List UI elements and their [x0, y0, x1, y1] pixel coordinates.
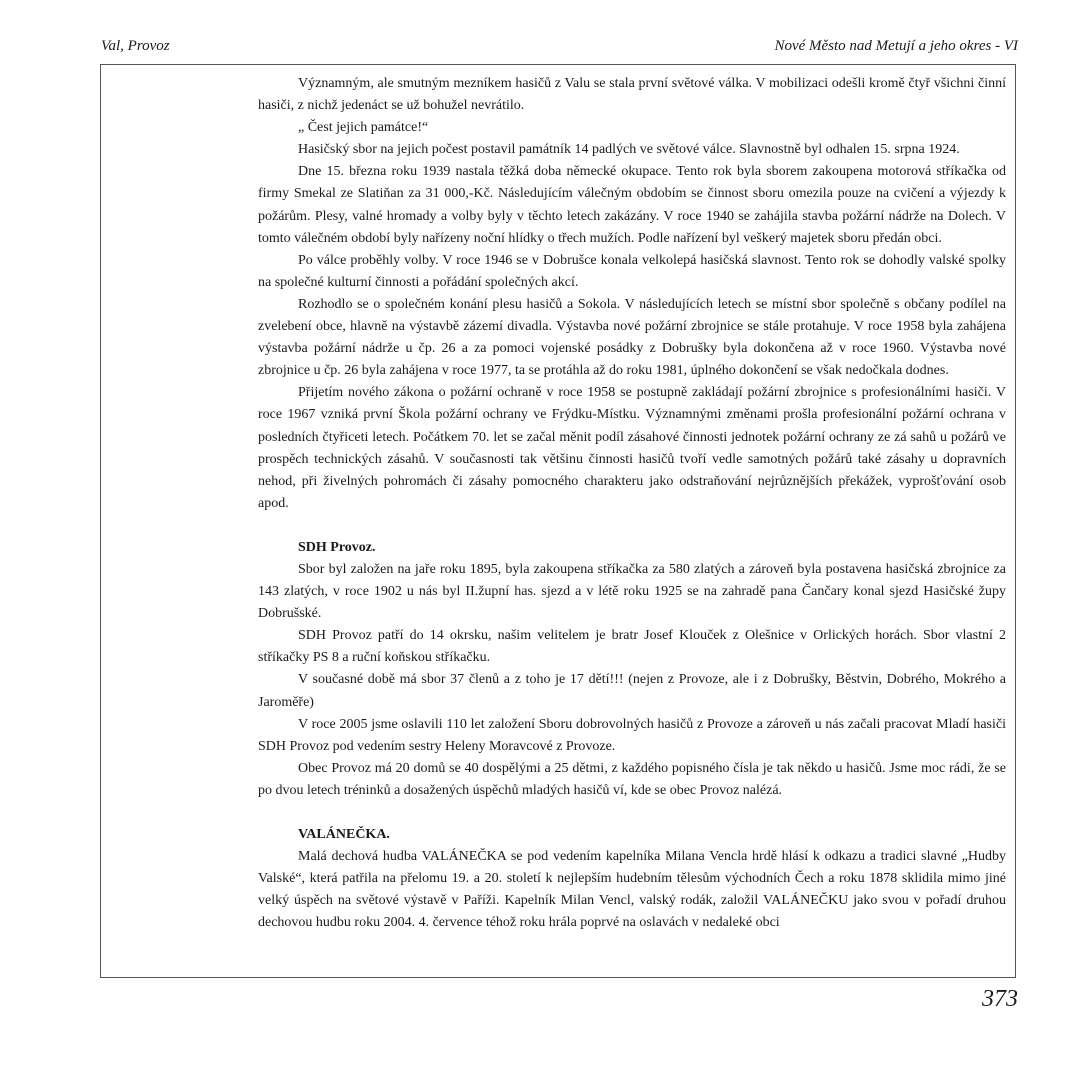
paragraph: Sbor byl založen na jaře roku 1895, byla zakoupena stříkačka za 580 zlatých a zároveň byla postavena hasičská zbrojnice za 143 zlatých, v roce 1902 u nás byl II.župní has. sjezd a v létě roku 1925 se na zahradě pana Čančary konal sjezd Hasičské župy Dobrušské. — [258, 561, 1006, 622]
paragraph: Rozhodlo se o společném konání plesu hasičů a Sokola. V následujících letech se místní sbor společně s občany podílel na zvelebení obce, hlavně na výstavbě zázemí divadla. Výstavba nové požární zbrojnice se stále protahuje. V roce 1958 byla zahájena výstavba požární nádrže u čp. 26 a za pomoci vojenské posádky z Dobrušky byla dokončena až v roce 1960. Výstavba nové zbrojnice u čp. 26 byla zahájena v roce 1977, ta se protáhla až do roku 1981, úplného dokončení se však nedočkala dodnes. — [258, 296, 1006, 379]
page-content — [258, 73, 1006, 934]
section-spacer — [258, 802, 1006, 824]
paragraph: „ Čest jejich památce!“ — [298, 120, 429, 136]
paragraph: SDH Provoz patří do 14 okrsku, našim velitelem je bratr Josef Klouček z Olešnice v Orlických horách. Sbor vlastní 2 stříkačky PS 8 a ruční koňskou stříkačku. — [258, 628, 1006, 666]
paragraph: Významným, ale smutným mezníkem hasičů z Valu se stala první světové válka. V mobilizaci odešli kromě čtyř všichni činní hasiči, z nichž jedenáct se už bohužel nevrátilo. — [258, 76, 1006, 114]
paragraph: Přijetím nového zákona o požární ochraně v roce 1958 se postupně zakládají požární zbrojnice s profesionálními hasiči. V roce 1967 vzniká první Škola požární ochrany ve Frýdku-Místku. Významnými změnami prošla profesionální požární ochrana v posledních čtyřiceti letech. Počátkem 70. let se začal měnit podíl zásahové činnosti jednotek požární ochrany ze zá sahů u požárů ve prospěch technických zásahů. V současnosti tak většinu činnosti hasičů tvoří vedle samotných požárů také zásahy u dopravních nehod, při živelných pohromách či zásahy pomocného charakteru jako odstraňování nejrůznějších překážek, vyprošťování osob apod. — [258, 385, 1006, 511]
section-spacer — [258, 515, 1006, 537]
running-header-right: Nové Město nad Metují a jeho okres - VI — [774, 38, 1018, 54]
paragraph: Hasičský sbor na jejich počest postavil památník 14 padlých ve světové válce. Slavnostně byl odhalen 15. srpna 1924. — [298, 142, 960, 158]
paragraph: Dne 15. března roku 1939 nastala těžká doba německé okupace. Tento rok byla sborem zakoupena motorová stříkačka od firmy Smekal ze Slatiňan za 31 000,-Kč. Následujícím válečným obdobím se činnost sboru omezila pouze na cvičení a výjezdy k požárům. Plesy, valné hromady a volby byly v těchto letech zakázány. V roce 1940 se zahájila stavba požární nádrže na Dolech. V tomto válečném období byly nařízeny noční hlídky o třech mužích. Podle nařízení byl veškerý majetek sboru předán obci. — [258, 164, 1006, 246]
paragraph: Malá dechová hudba VALÁNEČKA se pod vedením kapelníka Milana Vencla hrdě hlásí k odkazu a tradici slavné „Hudby Valské“, která patřila na přelomu 19. a 20. století k nejlepším hudebním tělesům východních Čech a roku 1878 sklidila mimo jiné velký úspěch na světové výstavě v Paříži. Kapelník Milan Vencl, valský rodák, založil VALÁNEČKU jako svou v pořadí druhou dechovou hudbu roku 2004. 4. července téhož roku hrála poprvé na oslavách v nedaleké obci — [258, 849, 1006, 931]
paragraph: Obec Provoz má 20 domů se 40 dospělými a 25 dětmi, z každého popisného čísla je tak někdo u hasičů. Jsme moc rádi, že se po dvou letech tréninků a dosažených úspěchů mladých hasičů ví, kde se obec Provoz nalézá. — [258, 760, 1006, 798]
paragraph: V roce 2005 jsme oslavili 110 let založení Sboru dobrovolných hasičů z Provoze a zároveň u nás začali pracovat Mladí hasiči SDH Provoz pod vedením sestry Heleny Moravcové z Provoze. — [258, 716, 1006, 754]
paragraph: Po válce proběhly volby. V roce 1946 se v Dobrušce konala velkolepá hasičská slavnost. Tento rok se dohodly valské spolky na společné kulturní činnosti a pořádání společných akcí. — [258, 252, 1006, 290]
paragraph: V současné době má sbor 37 členů a z toho je 17 dětí!!! (nejen z Provoze, ale i z Dobrušky, Běstvin, Dobrého, Mokrého a Jaroměře) — [258, 672, 1006, 710]
section-heading-sdh-provoz: SDH Provoz. — [298, 539, 376, 555]
section-heading-valanecka: VALÁNEČKA. — [298, 827, 390, 842]
running-header-left: Val, Provoz — [101, 38, 170, 54]
page-number: 373 — [982, 986, 1018, 1012]
